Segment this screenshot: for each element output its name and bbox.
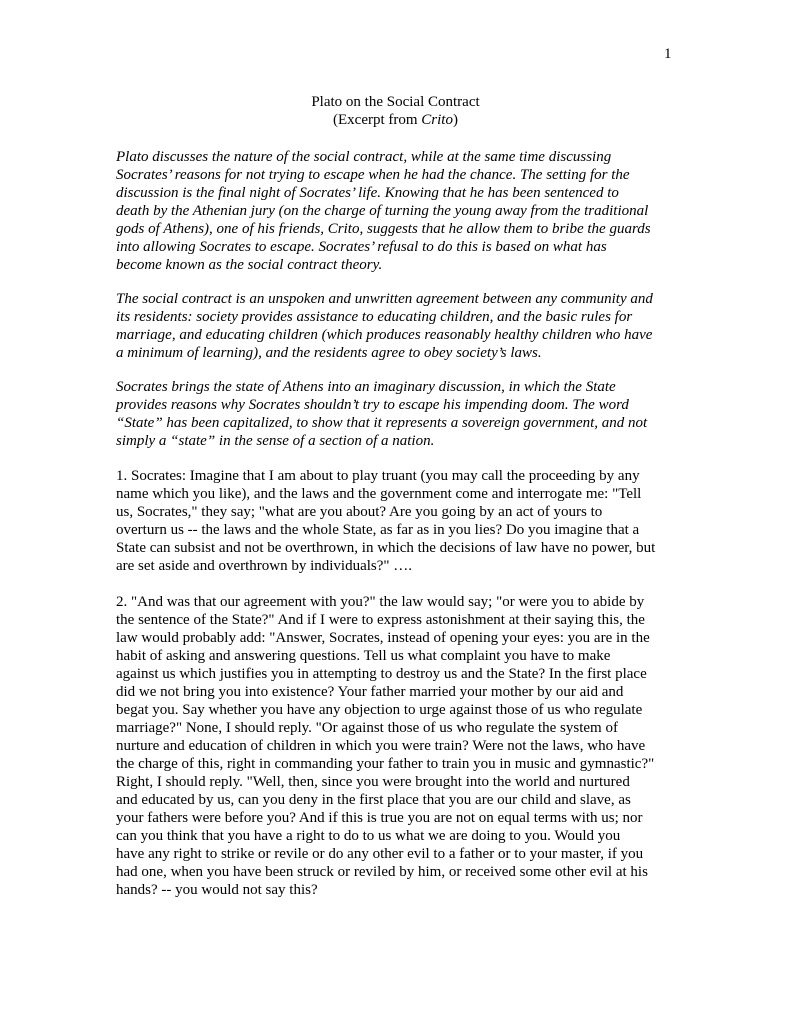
subtitle-suffix: ): [452, 112, 458, 128]
intro-paragraph: Plato discusses the nature of the social contract, while at the same time discussing Socrates’ reasons for not trying to escape when he had the chance. The setting for the discussion is the final night of Socrates’ life. Knowing that he has been sentenced to death by the Athenian jury (on the charge of turning the young away from the traditional gods of Athens), one of his friends, Crito, suggests that he allow them to bribe the guards into allowing Socrates to escape. Socrates’ refusal to do this is based on what has become known as the social contract theory.: [116, 149, 651, 273]
dialogue-paragraph: 2. "And was that our agreement with you?" the law would say; "or were you to abide by the sentence of the State?" And if I were to express astonishment at their saying this, the law would probably add: "Answer, Socrates, instead of opening your eyes: you are in the habit of asking and answering questions. Tell us what complaint you have to make against us which justifies you in attempting to destroy us and the State? In the first place did we not bring you into existence? Your father married your mother by our aid and begat you. Say whether you have any objection to urge against those of us who regulate marriage?" None, I should reply. "Or against those of us who regulate the system of nurture and education of children in which you were train? Were not the laws, who have the charge of this, right in commanding your father to train you in music and gymnastic?" Right, I should reply. "Well, then, since you were brought into the world and nurtured and educated by us, can you deny in the first place that you are our child and slave, as your fathers were before you? And if this is true you are not on equal terms with us; nor can you think that you have a right to do to us what we are doing to you. Would you have any right to strike or revile or do any other evil to a father or to your master, if you had one, when you have been struck or reviled by him, or received some other evil at his hands? -- you would not say this?: [116, 594, 655, 898]
document-title: Plato on the Social Contract: [311, 94, 480, 110]
intro-paragraph: The social contract is an unspoken and unwritten agreement between any community and its residents: society provides assistance to educating children, and the basic rules for marriage, and educating children (which produces reasonably healthy children who have a minimum of learning), and the residents agree to obey society’s laws.: [116, 291, 653, 361]
document-subtitle: [0, 111, 791, 129]
dialogue-paragraph: 1. Socrates: Imagine that I am about to play truant (you may call the proceeding by any name which you like), and the laws and the government come and interrogate me: "Tell us, Socrates," they say; "what are you about? Are you going by an act of yours to overturn us -- the laws and the whole State, as far as in you lies? Do you imagine that a State can subsist and not be overthrown, in which the decisions of law have no power, but are set aside and overthrown by individuals?" ….: [116, 468, 656, 574]
subtitle-work-title: Crito: [421, 112, 453, 128]
intro-paragraph: Socrates brings the state of Athens into an imaginary discussion, in which the State provides reasons why Socrates shouldn’t try to escape his impending doom. The word “State” has been capitalized, to show that it represents a sovereign government, and not simply a “state” in the sense of a section of a nation.: [116, 379, 648, 449]
document-heading: [0, 93, 791, 129]
page-number: 1: [664, 46, 672, 62]
subtitle-prefix: (Excerpt from: [333, 112, 422, 128]
